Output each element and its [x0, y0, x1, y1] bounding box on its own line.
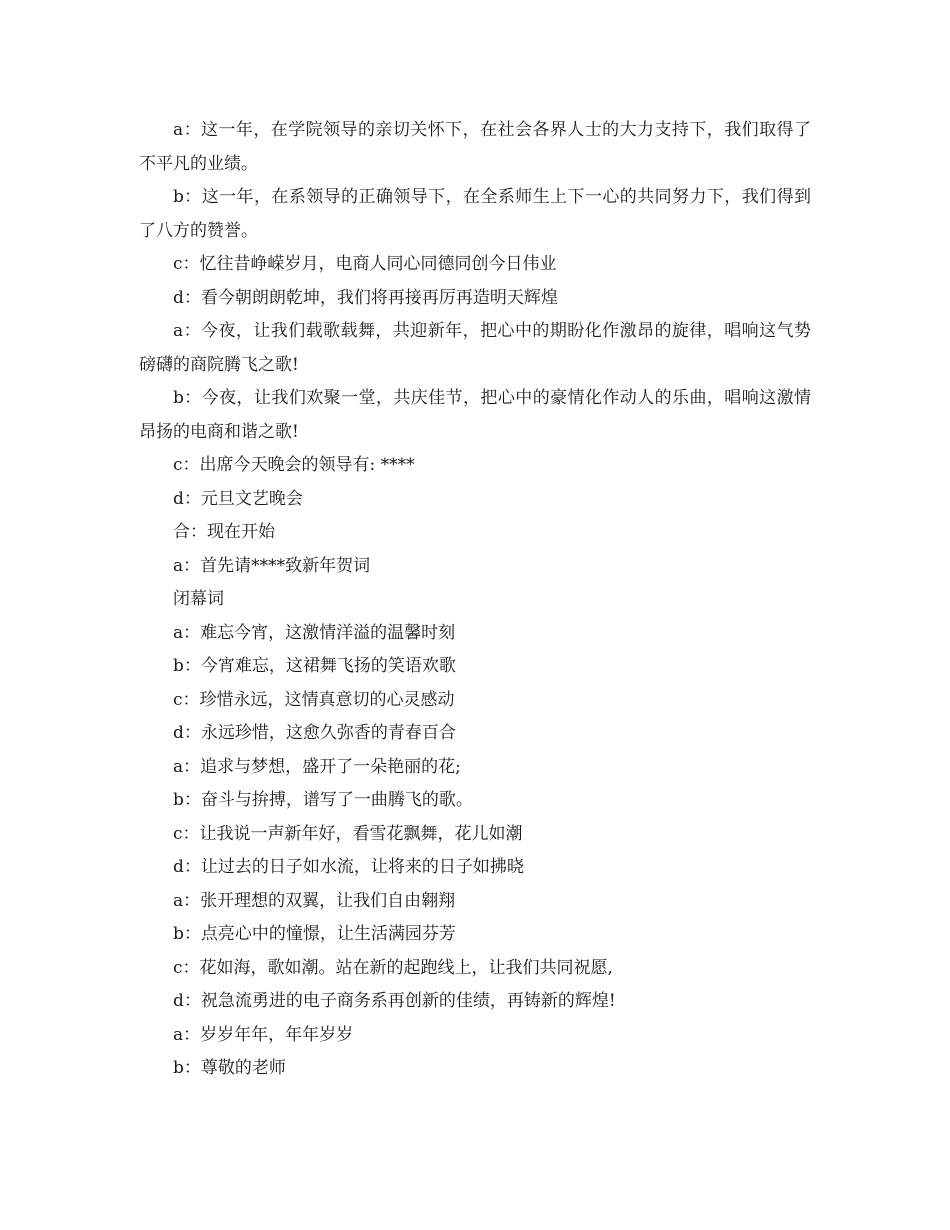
- paragraph: b：今宵难忘，这裙舞飞扬的笑语欢歌: [173, 656, 456, 676]
- paragraph: d：元旦文艺晚会: [173, 488, 303, 509]
- paragraph: a：这一年，在学院领导的亲切关怀下，在社会各界人士的大力支持下，我们取得了不平凡的业绩。: [139, 120, 811, 174]
- paragraph: b：点亮心中的憧憬，让生活满园芬芳: [173, 924, 456, 944]
- paragraph: d：祝急流勇进的电子商务系再创新的佳绩，再铸新的辉煌!: [173, 991, 616, 1011]
- paragraph: a：首先请****致新年贺词: [173, 555, 371, 576]
- paragraph: d：看今朝朗朗乾坤，我们将再接再厉再造明天辉煌: [173, 287, 558, 308]
- paragraph: d：让过去的日子如水流，让将来的日子如拂晓: [173, 857, 524, 877]
- document-body: [139, 114, 811, 1086]
- paragraph: b：尊敬的老师: [173, 1058, 286, 1078]
- paragraph: c：忆往昔峥嵘岁月，电商人同心同德同创今日伟业: [173, 254, 557, 274]
- paragraph: d：永远珍惜，这愈久弥香的青春百合: [173, 723, 456, 743]
- paragraph: b：这一年，在系领导的正确领导下，在全系师生上下一心的共同努力下，我们得到了八方的赞誉。: [139, 187, 811, 241]
- paragraph: a：难忘今宵，这激情洋溢的温馨时刻: [173, 622, 456, 643]
- paragraph: c：花如海，歌如潮。站在新的起跑线上，让我们共同祝愿,: [173, 957, 613, 978]
- paragraph: a：张开理想的双翼，让我们自由翱翔: [173, 890, 456, 911]
- paragraph: 合：现在开始: [173, 522, 275, 542]
- paragraph: a：岁岁年年，年年岁岁: [173, 1024, 354, 1045]
- paragraph: b：今夜，让我们欢聚一堂，共庆佳节，把心中的豪情化作动人的乐曲，唱响这激情昂扬的电商和谐之歌!: [139, 388, 811, 442]
- paragraph: a：今夜，让我们载歌载舞，共迎新年，把心中的期盼化作激昂的旋律，唱响这气势磅礴的商院腾飞之歌!: [139, 321, 811, 375]
- section-heading-closing-speech: 闭幕词: [173, 589, 224, 609]
- paragraph: a：追求与梦想，盛开了一朵艳丽的花;: [173, 756, 461, 777]
- paragraph: b：奋斗与拚搏，谱写了一曲腾飞的歌。: [173, 790, 473, 810]
- paragraph: c：珍惜永远，这情真意切的心灵感动: [173, 689, 455, 710]
- paragraph: c：让我说一声新年好，看雪花飘舞，花儿如潮: [173, 823, 523, 844]
- paragraph: c：出席今天晚会的领导有: ****: [173, 455, 415, 475]
